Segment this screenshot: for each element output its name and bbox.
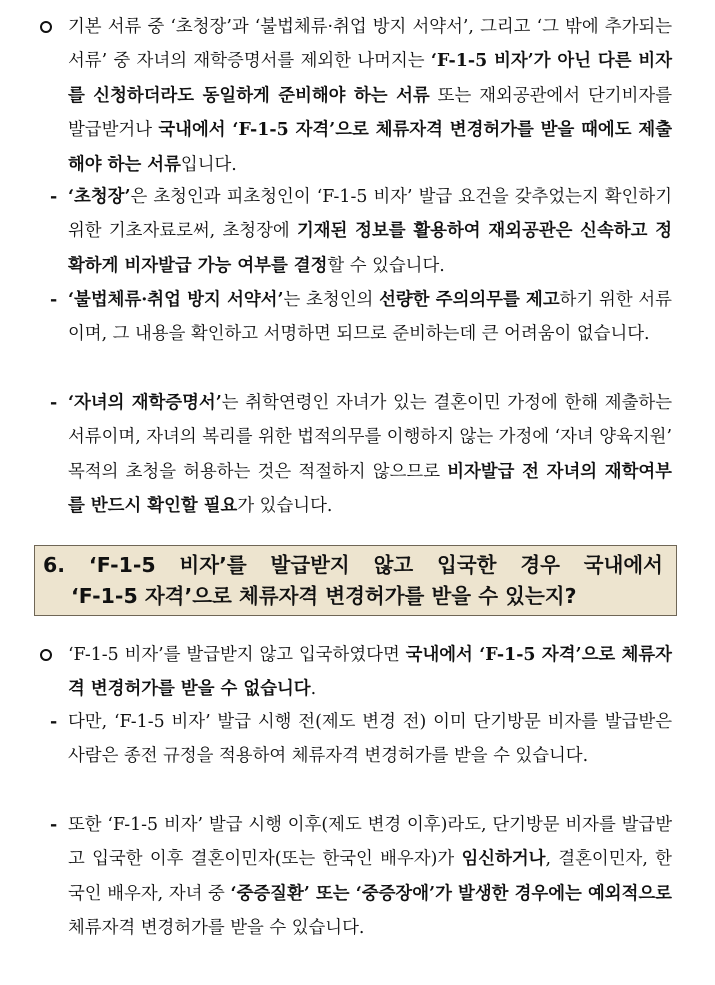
text-run: 다만, ‘F-1-5 비자’ 발급 시행 전(제도 변경 전) 이미 단기방문 비자를 발급받은 사람은 종전 규정을 적용하여 체류자격 변경허가를 받을 수 있습니다. — [68, 712, 672, 767]
bold-run: 국내에서 ‘F-1-5 자격’으로 체류자격 변경허가를 받을 수 없습니다 — [68, 645, 672, 700]
intro-paragraph — [68, 10, 672, 182]
bold-run: ‘초청장’ — [68, 187, 131, 207]
dash-bullet: - — [50, 712, 58, 732]
section-heading-line1: 6. ‘F-1-5 비자’를 발급받지 않고 입국한 경우 국내에서 — [43, 553, 663, 577]
text-run: 또는 재외공관에서 단기비자를 발급받거나 — [68, 85, 672, 141]
bold-run: 선량한 주의의무를 제고 — [379, 290, 560, 310]
text-run: 체류자격 변경허가를 받을 수 있습니다. — [68, 918, 365, 939]
text-run: 입니다. — [180, 154, 237, 175]
bold-run: 임신하거나 — [461, 849, 546, 870]
exception-item — [68, 808, 672, 946]
dash-bullet: - — [50, 290, 58, 310]
text-run: . — [310, 679, 317, 700]
bold-run: ‘자녀의 재학증명서’ — [68, 393, 222, 413]
text-run: 은 초청인과 피초청인이 ‘F-1-5 비자’ 발급 요건을 갖추었는지 확인하기 위한 기초자료로써, 초청장에 — [68, 187, 672, 242]
text-run: 는 초청인의 — [283, 290, 380, 310]
text-run: 가 있습니다. — [237, 496, 333, 517]
section-heading — [34, 545, 677, 616]
bold-run: 국내에서 ‘F-1-5 자격’으로 체류자격 변경허가를 받을 때에도 제출해야 하는 서류 — [68, 120, 672, 175]
bold-run: 기재된 정보를 활용하여 재외공관은 신속하고 정확하게 비자발급 가능 여부를 결정 — [68, 221, 672, 276]
section-heading-line2: ‘F-1-5 자격’으로 체류자격 변경허가를 받을 수 있는지? — [71, 584, 577, 608]
text-run: 기본 서류 중 ‘초청장’과 ‘불법체류·취업 방지 서약서’, 그리고 ‘그 밖에 추가되는 서류’ 중 자녀의 재학증명서를 제외한 나머지는 — [68, 17, 672, 72]
bold-run: ‘불법체류·취업 방지 서약서’ — [68, 290, 284, 310]
enrollment-certificate-item — [68, 386, 672, 524]
text-run: 할 수 있습니다. — [327, 255, 445, 276]
text-run: 는 취학연령인 자녀가 있는 결혼이민 가정에 한해 제출하는 서류이며, 자녀의 복리를 위한 법적의무를 이행하지 않는 가정에 ‘자녀 양육지원’ 목적의 초청을 허용하는 것은 적절하지 않으므로 — [68, 393, 673, 482]
circle-bullet-icon — [40, 21, 52, 33]
dash-bullet: - — [50, 393, 58, 413]
bold-run: ‘F-1-5 비자’가 아닌 다른 비자를 신청하더라도 동일하게 준비해야 하는 서류 — [68, 51, 672, 106]
text-run: 하기 위한 서류이며, 그 내용을 확인하고 서명하면 되므로 준비하는데 큰 어려움이 없습니다. — [68, 290, 672, 345]
text-run: 또한 ‘F-1-5 비자’ 발급 시행 이후(제도 변경 이후)라도, 단기방문 비자를 발급받고 입국한 이후 결혼이민자(또는 한국인 배우자)가 — [68, 815, 672, 870]
text-run: , 결혼이민자, 한국인 배우자, 자녀 중 — [68, 849, 672, 904]
text-run: ‘F-1-5 비자’를 발급받지 않고 입국하였다면 — [68, 645, 406, 665]
circle-bullet-icon — [40, 649, 52, 661]
transition-rule-item — [68, 705, 672, 774]
answer-paragraph — [68, 638, 672, 707]
bold-run: 비자발급 전 자녀의 재학여부를 반드시 확인할 필요 — [68, 461, 672, 517]
invitation-letter-item — [68, 180, 672, 283]
dash-bullet: - — [50, 187, 58, 207]
dash-bullet: - — [50, 815, 58, 835]
pledge-item — [68, 283, 672, 352]
bold-run: ‘중증질환’ 또는 ‘중증장애’가 발생한 경우에는 예외적으로 — [230, 883, 672, 904]
